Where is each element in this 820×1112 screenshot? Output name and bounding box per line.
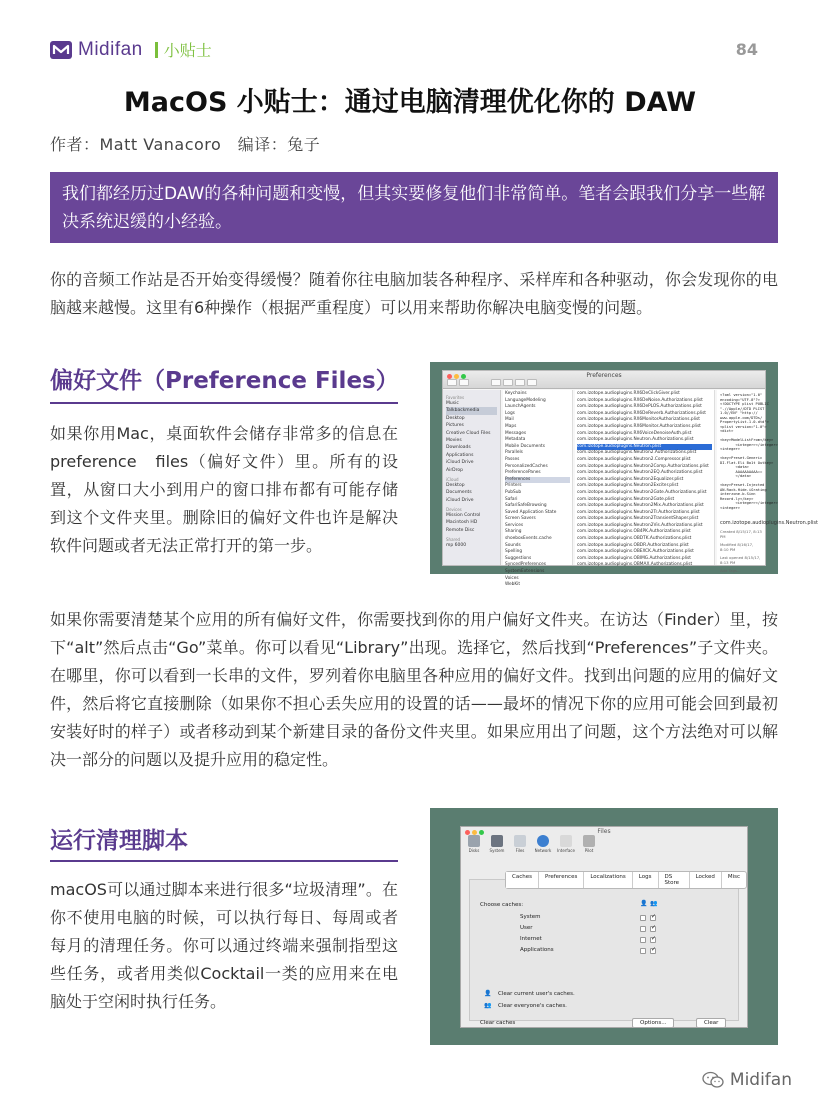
folder-item[interactable]: SafariSafeBrowsing (505, 503, 547, 509)
back-icon (447, 379, 457, 386)
preview-meta-line: Created 8/15/17, 8:13 PM (720, 529, 762, 539)
section-title-preferences: 偏好文件（Preference Files） (50, 368, 399, 394)
tag-bar (155, 42, 158, 58)
sidebar-item[interactable]: Desktop (446, 415, 465, 421)
intro-box: 我们都经历过DAW的各种问题和变慢，但其实要修复他们非常简单。笔者会跟我们分享一些解决系统迟缓的小经验。 (50, 172, 778, 243)
brand-logo (50, 38, 212, 61)
sidebar-item[interactable]: Creative Cloud Files (446, 430, 491, 436)
prefs-tabs (505, 871, 747, 889)
column-view-icon (515, 379, 525, 386)
folder-item[interactable]: WebKit (505, 582, 521, 588)
file-item[interactable]: com.izotope.audioplugins.OBDTK.Authorizations.plist (577, 536, 692, 542)
file-item[interactable]: com.izotope.audioplugins.Neutron2Vis.Authorizations.plist (577, 522, 703, 528)
finder-screenshot (430, 362, 818, 588)
gallery-view-icon (527, 379, 537, 386)
user-cache-checkbox[interactable] (640, 937, 646, 943)
folder-item[interactable]: Sharing (505, 529, 522, 535)
prefs-screenshot (430, 808, 778, 1045)
user-icon: 👤 (640, 900, 648, 907)
finder-column-library (503, 390, 573, 588)
folder-item[interactable]: LaunchAgents (505, 404, 536, 410)
file-item[interactable]: com.izotope.audioplugins.Neutron2Mix.Authorizations.plist (577, 503, 704, 509)
brand-name: Midifan (78, 38, 143, 60)
midifan-logo-icon (50, 41, 72, 59)
sidebar-item[interactable]: Downloads (446, 445, 471, 451)
tag-label: 小贴士 (163, 41, 212, 60)
prefs-panel (469, 879, 739, 1026)
folder-item[interactable]: Preferences (505, 477, 570, 484)
sidebar-item[interactable]: mp 6000 (446, 543, 467, 549)
file-item[interactable]: com.izotope.audioplugins.OBMAX.Authorizations.plist (577, 562, 693, 568)
clear-current-label: Clear current user's caches. (498, 991, 575, 997)
everyone-cache-checkbox[interactable] (650, 915, 656, 921)
folder-item[interactable]: Keychains (505, 391, 527, 396)
user-icon: 👤 (484, 990, 492, 997)
preview-meta-line: Last opened 8/15/17, 8:13 PM (720, 555, 761, 565)
tab-preferences[interactable]: Preferences (539, 872, 584, 888)
user-cache-checkbox[interactable] (640, 915, 646, 921)
view-icon (491, 379, 501, 386)
section1-paragraph1: 如果你用Mac，桌面软件会储存非常多的信息在preference files（偏好文件）里。所有的设置，从窗口大小到用户的窗口排布都有可能存储到这个文件夹里。删除旧的偏好文件也许是解决软件问题或者无法正常打开的第一步。 (50, 424, 398, 555)
file-item[interactable]: com.izotope.audioplugins.Neutron.plist (577, 444, 712, 451)
tab-locked[interactable]: Locked (690, 872, 722, 888)
toolbar-item-label: Files (515, 848, 525, 853)
wechat-watermark (702, 1070, 792, 1090)
finder-preview (717, 390, 818, 573)
folder-item[interactable]: Services (505, 522, 524, 528)
file-item[interactable]: com.izotope.audioplugins.Neutron2Equalizer.plist (577, 476, 684, 482)
system-icon (491, 835, 503, 847)
article-author: 作者：Matt Vanacoro 编译：兔子 (50, 135, 321, 154)
tab-misc[interactable]: Misc (727, 874, 740, 880)
preview-file-name: com.izotope.audioplugins.Neutron.plist (720, 520, 818, 526)
group-icon: 👥 (484, 1002, 492, 1009)
file-item[interactable]: com.izotope.audioplugins.OB4PK.Authorizations.plist (577, 529, 691, 535)
finder-toolbar (447, 379, 537, 386)
sidebar-item[interactable]: Desktop (446, 482, 465, 488)
file-item[interactable]: com.izotope.audioplugins.OBEXCK.Authorizations.plist (577, 549, 694, 555)
options-button[interactable]: Options... (632, 1018, 674, 1028)
folder-item[interactable]: shoeboxEvents.cache (505, 536, 552, 542)
sidebar-item[interactable]: Talkbackmedia (446, 407, 497, 414)
file-item[interactable]: com.izotope.audioplugins.OBIMG.Authorizations.plist (577, 555, 691, 561)
file-item[interactable]: com.izotope.audioplugins.Neutron2Gate.plist (577, 496, 675, 502)
toolbar-item-label: Pilot (584, 848, 594, 853)
plist-code: <?xml version="1.0" encoding="UTF-8"?> <!DOCTYPE plist PUBLIC "-//Apple//DTD PLIST 1.0//EN" "http:// www.apple.com/DTDs/ PropertyList-1.0.dtd"> <plist version="1.0"> <dict> <key>ModelListFrom</key> <integer></integer> <integer> <key>Preset.Generic DI.Flat.Eli Bo1t Outkey> <data> AAAAAAAAAA== </data> <key>Preset.Injected AN.Rack.Hide.iGrating interzone.b.Sinn Record.ly</key> <integer></integer> <integer> (720, 393, 778, 510)
sidebar-item[interactable]: Mission Control (446, 513, 481, 519)
file-item[interactable]: com.izotope.audioplugins.OBDR.Authorizations.plist (577, 542, 689, 548)
file-item[interactable]: com.izotope.audioplugins.Neutron2.Authorizations.plist (577, 450, 697, 456)
clear-caches-label: Clear caches (480, 1020, 516, 1026)
toolbar-item-interface[interactable] (557, 835, 575, 853)
folder-item[interactable]: LanguageModeling (505, 397, 546, 403)
folder-item[interactable]: Suggestions (505, 555, 532, 561)
preview-meta (720, 529, 762, 573)
toolbar-item-label: Disks (468, 848, 480, 853)
user-cache-checkbox[interactable] (640, 926, 646, 932)
disks-icon (468, 835, 480, 847)
folder-item[interactable]: Metadata (505, 437, 526, 443)
wechat-account: Midifan (729, 1070, 792, 1090)
folder-item[interactable]: Parallels (505, 450, 523, 456)
folder-item[interactable]: Mail (505, 417, 514, 423)
section-rule (50, 860, 398, 862)
file-item[interactable]: com.izotope.audioplugins.RX6MonitorAuthorizations.plist (577, 417, 700, 423)
sidebar-heading: Shared (446, 537, 461, 543)
folder-item[interactable]: PreferencePanes (505, 470, 541, 476)
section1-paragraph2: 如果你需要清楚某个应用的所有偏好文件，你需要找到你的用户偏好文件夹。在访达（Finder）里，按下“alt”然后点击“Go”菜单。你可以看见“Library”出现。选择它，然后找到“Preferences”子文件夹。在哪里，你可以看到一长串的文件，罗列着你电脑里各种应用的偏好文件。找到出问题的应用的偏好文件，然后将它直接删除（如果你不担心丢失应用的设置的话——最坏的情况下你的应用可能会回到最初安装好时的样子）或者移动到某个新建目录的备份文件夹里。如果应用出了问题，这个方法绝对可以解决一部分的问题以及提升应用的稳定性。 (50, 610, 778, 769)
toolbar-item-pilot[interactable] (580, 835, 598, 853)
folder-item[interactable]: Passes (505, 456, 520, 462)
folder-item[interactable]: Maps (505, 423, 517, 429)
toolbar-item-label: System (489, 848, 505, 853)
tab-ds-store[interactable]: DS Store (659, 872, 690, 888)
folder-item[interactable]: PersonalizedCaches (505, 463, 548, 469)
section-tag (155, 38, 212, 61)
sidebar-heading: Devices (446, 507, 462, 513)
file-item[interactable]: com.izotope.audioplugins.RX6Monitor.Authorizations.plist (577, 423, 701, 429)
list-view-icon (503, 379, 513, 386)
file-item[interactable]: com.izotope.audioplugins.Neutron2Gate.Authorizations.plist (577, 489, 707, 495)
file-item[interactable]: com.izotope.audioplugins.RX6DeReverb.Authorizations.plist (577, 410, 706, 416)
toolbar-item-label: Interface (557, 848, 575, 853)
prefs-title: Files (597, 828, 611, 835)
file-item[interactable]: com.izotope.audioplugins.Neutron2Comp.Authorizations.plist (577, 463, 709, 469)
cache-row-label: System (520, 914, 541, 920)
folder-item[interactable]: Voices (505, 575, 519, 581)
finder-window (442, 370, 818, 588)
toolbar-item-disks[interactable] (465, 835, 483, 853)
section-rule (50, 402, 398, 404)
prefs-window (460, 826, 748, 1028)
preview-meta-line: Add Tags... (720, 568, 741, 573)
file-item[interactable]: com.izotope.audioplugins.RX6DeNoise.Authorizations.plist (577, 397, 703, 403)
page-number: 84 (735, 40, 758, 59)
section-title-cleanup: 运行清理脚本 (50, 828, 188, 854)
toolbar-item-system[interactable] (488, 835, 506, 853)
file-item[interactable]: com.izotope.audioplugins.Neutron2.Compressor.plist (577, 456, 691, 462)
folder-item[interactable]: Logs (505, 410, 515, 416)
folder-item[interactable]: Spelling (505, 549, 523, 555)
user-cache-checkbox[interactable] (640, 948, 646, 954)
file-item[interactable]: com.izotope.audioplugins.Neutron2Exciter.plist (577, 483, 679, 489)
wechat-icon (702, 1071, 724, 1089)
sidebar-item[interactable]: Movies (446, 437, 462, 443)
folder-item[interactable]: Saved Application State (505, 509, 557, 515)
finder-column-preferences (575, 390, 715, 568)
sidebar-heading: Favorites (446, 395, 465, 400)
sidebar-heading: iCloud (446, 476, 459, 482)
clear-button[interactable]: Clear (696, 1018, 726, 1028)
toolbar-item-network[interactable] (534, 835, 552, 853)
folder-item[interactable]: SyncedPreferences (505, 562, 546, 568)
finder-titlebar (443, 371, 765, 389)
file-item[interactable]: com.izotope.audioplugins.RX6VoiceDenoiseAuth.plist (577, 430, 692, 436)
forward-icon (459, 379, 469, 386)
tab-localizations[interactable]: Localizations (584, 872, 632, 888)
folder-item[interactable]: Printers (505, 483, 522, 489)
toolbar-item-label: Network (534, 848, 552, 853)
sidebar-item[interactable]: Pictures (446, 423, 464, 429)
file-item[interactable]: com.izotope.audioplugins.RX6DeClickGiver.plist (577, 391, 680, 396)
folder-item[interactable]: Sounds (505, 542, 521, 548)
page-header (50, 38, 758, 64)
folder-item[interactable]: SystemExtensions (505, 569, 545, 575)
folder-item[interactable]: Safari (505, 496, 518, 502)
pilot-icon (583, 835, 595, 847)
cache-row-label: User (520, 925, 533, 931)
sidebar-item[interactable]: Music (446, 401, 459, 406)
lead-paragraph: 你的音频工作站是否开始变得缓慢？随着你往电脑加装各种程序、采样库和各种驱动，你会发现你的电脑越来越慢。这里有6种操作（根据严重程度）可以用来帮助你解决电脑变慢的问题。 (50, 270, 778, 317)
tab-logs[interactable]: Logs (633, 872, 659, 888)
files-icon (514, 835, 526, 847)
finder-sidebar (443, 390, 501, 565)
sidebar-item[interactable]: iCloud Drive (446, 497, 474, 503)
article-title: MacOS 小贴士：通过电脑清理优化你的 DAW (123, 87, 697, 118)
sidebar-item[interactable]: Documents (446, 490, 472, 496)
sidebar-item[interactable]: iCloud Drive (446, 460, 474, 466)
folder-item[interactable]: Mobile Documents (505, 443, 545, 449)
everyone-cache-checkbox[interactable] (650, 948, 656, 954)
file-item[interactable]: com.izotope.audioplugins.RX6DePLOS.Authorizations.plist (577, 404, 702, 410)
preview-meta-line: Modified 8/16/17, 8:10 PM (720, 542, 754, 552)
folder-item[interactable]: PubSub (505, 489, 522, 495)
cache-row-label: Applications (520, 947, 554, 953)
sidebar-item[interactable]: Applications (446, 452, 474, 458)
finder-title: Preferences (586, 372, 622, 379)
sidebar-item[interactable]: Remote Disc (446, 527, 475, 533)
everyone-cache-checkbox[interactable] (650, 926, 656, 932)
file-item[interactable]: com.izotope.audioplugins.Neutron2EQ.Authorizations.plist (577, 470, 703, 476)
choose-caches-label: Choose caches: (480, 902, 524, 908)
network-icon (537, 835, 549, 847)
clear-everyone-label: Clear everyone's caches. (498, 1003, 567, 1009)
sidebar-item[interactable]: Macintosh HD (446, 520, 478, 526)
file-item[interactable]: com.izotope.audioplugins.Neutron2TransientShaper.plist (577, 516, 699, 522)
folder-item[interactable]: Screen Savers (505, 516, 536, 522)
toolbar-item-files[interactable] (511, 835, 529, 853)
cache-row-label: Internet (520, 936, 542, 942)
everyone-cache-checkbox[interactable] (650, 937, 656, 943)
interface-icon (560, 835, 572, 847)
file-item[interactable]: com.izotope.audioplugins.Neutron2Tr.Authorizations.plist (577, 509, 700, 515)
sidebar-item[interactable]: AirDrop (446, 467, 464, 473)
folder-item[interactable]: Messages (505, 430, 527, 436)
prefs-toolbar (465, 835, 598, 853)
group-icon: 👥 (650, 900, 658, 907)
section2-paragraph1: macOS可以通过脚本来进行很多“垃圾清理”。在你不使用电脑的时候，可以执行每日、每周或者每月的清理任务。你可以通过终端来强制指型这些任务，或者用类似Cocktail一类的应用来在电脑处于空闲时执行任务。 (50, 880, 398, 1011)
file-item[interactable]: com.izotope.audioplugins.Neutron.Authorizations.plist (577, 437, 694, 443)
tab-caches[interactable]: Caches (506, 872, 539, 888)
